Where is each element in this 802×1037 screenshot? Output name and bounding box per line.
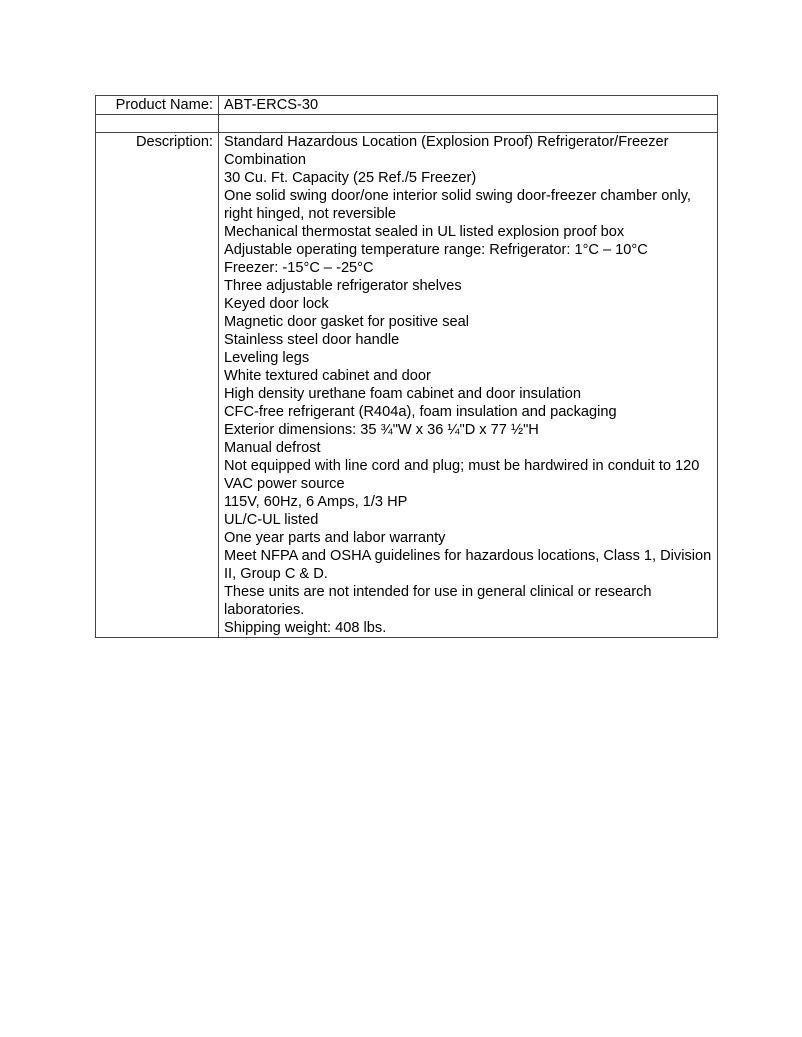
description-item: CFC-free refrigerant (R404a), foam insulation and packaging xyxy=(224,404,617,420)
description-item: Leveling legs xyxy=(224,350,310,366)
description-item: Not equipped with line cord and plug; must be hardwired in conduit to 120 VAC power source xyxy=(224,458,700,492)
description-item: 30 Cu. Ft. Capacity (25 Ref./5 Freezer) xyxy=(224,170,477,186)
description-item: Shipping weight: 408 lbs. xyxy=(224,620,387,636)
product-name-row xyxy=(96,96,718,115)
description-item: 115V, 60Hz, 6 Amps, 1/3 HP xyxy=(224,494,408,510)
description-item: Three adjustable refrigerator shelves xyxy=(224,278,462,294)
empty-cell xyxy=(219,115,718,133)
product-name-label: Product Name: xyxy=(96,96,219,115)
description-item: These units are not intended for use in general clinical or research laboratories. xyxy=(224,584,652,618)
description-item: Manual defrost xyxy=(224,440,321,456)
product-spec-table xyxy=(95,95,718,638)
empty-row xyxy=(96,115,718,133)
description-item: Stainless steel door handle xyxy=(224,332,400,348)
description-item: Meet NFPA and OSHA guidelines for hazardous locations, Class 1, Division II, Group C & D. xyxy=(224,548,712,582)
description-list xyxy=(219,133,718,638)
description-item: Exterior dimensions: 35 ¾"W x 36 ¼"D x 77 ½"H xyxy=(224,422,539,438)
description-item: UL/C-UL listed xyxy=(224,512,319,528)
description-item: Magnetic door gasket for positive seal xyxy=(224,314,469,330)
description-item: Standard Hazardous Location (Explosion Proof) Refrigerator/Freezer Combination xyxy=(224,134,669,168)
description-item: Adjustable operating temperature range: Refrigerator: 1°C – 10°C xyxy=(224,242,648,258)
description-item: Mechanical thermostat sealed in UL listed explosion proof box xyxy=(224,224,625,240)
description-item: Keyed door lock xyxy=(224,296,329,312)
description-item: One year parts and labor warranty xyxy=(224,530,446,546)
description-row xyxy=(96,133,718,638)
product-name-value: ABT-ERCS-30 xyxy=(219,96,718,115)
description-item: Freezer: -15°C – -25°C xyxy=(224,260,374,276)
description-label: Description: xyxy=(96,133,219,638)
description-item: High density urethane foam cabinet and door insulation xyxy=(224,386,581,402)
empty-cell xyxy=(96,115,219,133)
description-item: White textured cabinet and door xyxy=(224,368,431,384)
description-item: One solid swing door/one interior solid swing door-freezer chamber only, right hinged, not reversible xyxy=(224,188,691,222)
